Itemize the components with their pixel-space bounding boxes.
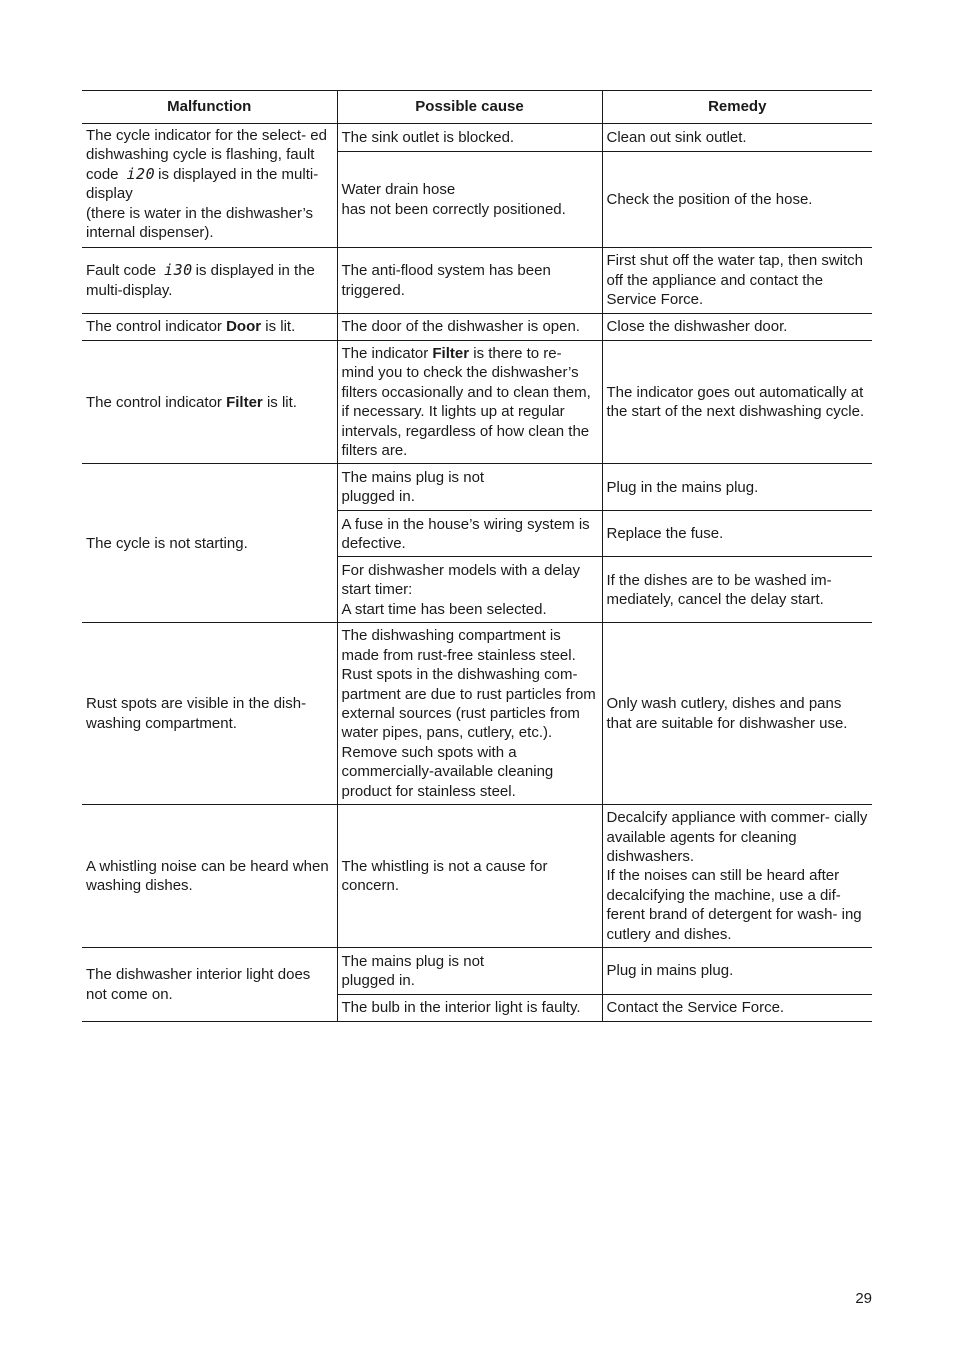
indicator-name: Door [226,318,262,336]
cause-cell [337,152,602,248]
cause-cell: The bulb in the interior light is faulty. [337,995,602,1022]
header-remedy: Remedy [602,91,872,124]
cause-text: The mains plug is not [341,952,485,970]
remedy-cell [602,805,872,948]
malfunction-cell: The dishwasher interior light does not come on. [82,948,337,1022]
remedy-cell: Only wash cutlery, dishes and pans that are suitable for dishwasher use. [602,623,872,805]
malfunction-cell [82,248,337,314]
cause-text: A start time has been selected. [341,600,547,618]
remedy-cell: If the dishes are to be washed im- mediately, cancel the delay start. [602,557,872,623]
malfunction-cell [82,341,337,464]
cause-cell [337,341,602,464]
cause-cell: The whistling is not a cause for concern. [337,805,602,948]
cause-cell [337,557,602,623]
table-header-row [82,91,872,124]
remedy-text: Decalcify appliance with commer- cially available agents for cleaning dishwashers. [606,809,868,865]
remedy-cell: The indicator goes out automatically at the start of the next dishwashing cycle. [602,341,872,464]
page-number: 29 [855,1290,872,1307]
malfunction-cell [82,314,337,341]
malfunction-text: is lit. [265,318,296,336]
remedy-cell: Check the position of the hose. [602,152,872,248]
cause-cell: The sink outlet is blocked. [337,124,602,152]
indicator-name: Filter [432,345,470,362]
cause-text: plugged in. [341,488,415,506]
malfunction-note: (there is water in the dishwasher’s internal dispenser). [86,204,314,242]
malfunction-cell: The cycle is not starting. [82,464,337,623]
malfunction-text: is displayed in the multi-display [86,165,319,203]
table-row [82,623,872,805]
cause-text: The mains plug is not [341,469,485,487]
cause-text: For dishwasher models with a delay start timer: [341,561,580,599]
fault-code-display: i20 [126,164,156,183]
header-malfunction: Malfunction [82,91,337,124]
cause-text: Water drain hose [341,181,456,199]
cause-cell: The door of the dishwasher is open. [337,314,602,341]
remedy-cell: Close the dishwasher door. [602,314,872,341]
malfunction-text: The control indicator [86,393,222,411]
remedy-cell: Contact the Service Force. [602,995,872,1022]
cause-text: is there to re- mind you to check the dishwasher’s filters occasionally and to clean them, if necessary. It lights up at regular intervals, regardless of how clean the filters are. [341,345,591,460]
remedy-text: If the noises can still be heard after decalcifying the machine, use a dif- ferent brand of detergent for wash- ing cutlery and dishes. [606,867,862,943]
cause-cell [337,948,602,995]
table-row [82,124,872,152]
troubleshooting-table [82,90,872,1022]
remedy-cell: Clean out sink outlet. [602,124,872,152]
malfunction-cell [82,124,337,248]
malfunction-text: The cycle indicator for the select- ed dishwashing cycle is flashing, fault code [86,127,327,183]
table-row [82,314,872,341]
fault-code-display: i30 [164,261,193,280]
remedy-cell: Plug in mains plug. [602,948,872,995]
table-row [82,341,872,464]
remedy-cell: First shut off the water tap, then switch off the appliance and contact the Service Force. [602,248,872,314]
malfunction-cell: A whistling noise can be heard when washing dishes. [82,805,337,948]
cause-text: has not been correctly positioned. [341,200,566,218]
cause-text: plugged in. [341,972,415,990]
malfunction-text: is displayed in the multi-display. [86,262,315,299]
malfunction-text: is lit. [266,393,297,411]
header-possible-cause: Possible cause [337,91,602,124]
table-row [82,805,872,948]
remedy-cell: Replace the fuse. [602,511,872,557]
malfunction-text: Fault code [86,262,157,280]
cause-cell: A fuse in the house’s wiring system is defective. [337,511,602,557]
cause-cell: The dishwashing compartment is made from rust-free stainless steel. Rust spots in the dishwashing com- partment are due to rust particles from external sources (rust particles from water pipes, pans, cutlery, etc.). Remove such spots with a commercially-available cleaning product for stainless steel. [337,623,602,805]
table-row [82,948,872,995]
table-row [82,464,872,511]
malfunction-text: The control indicator [86,318,222,336]
table-row [82,248,872,314]
cause-cell [337,464,602,511]
remedy-cell: Plug in the mains plug. [602,464,872,511]
cause-text: The indicator [341,345,429,362]
cause-cell: The anti-flood system has been triggered. [337,248,602,314]
malfunction-cell: Rust spots are visible in the dish- washing compartment. [82,623,337,805]
indicator-name: Filter [226,393,263,411]
